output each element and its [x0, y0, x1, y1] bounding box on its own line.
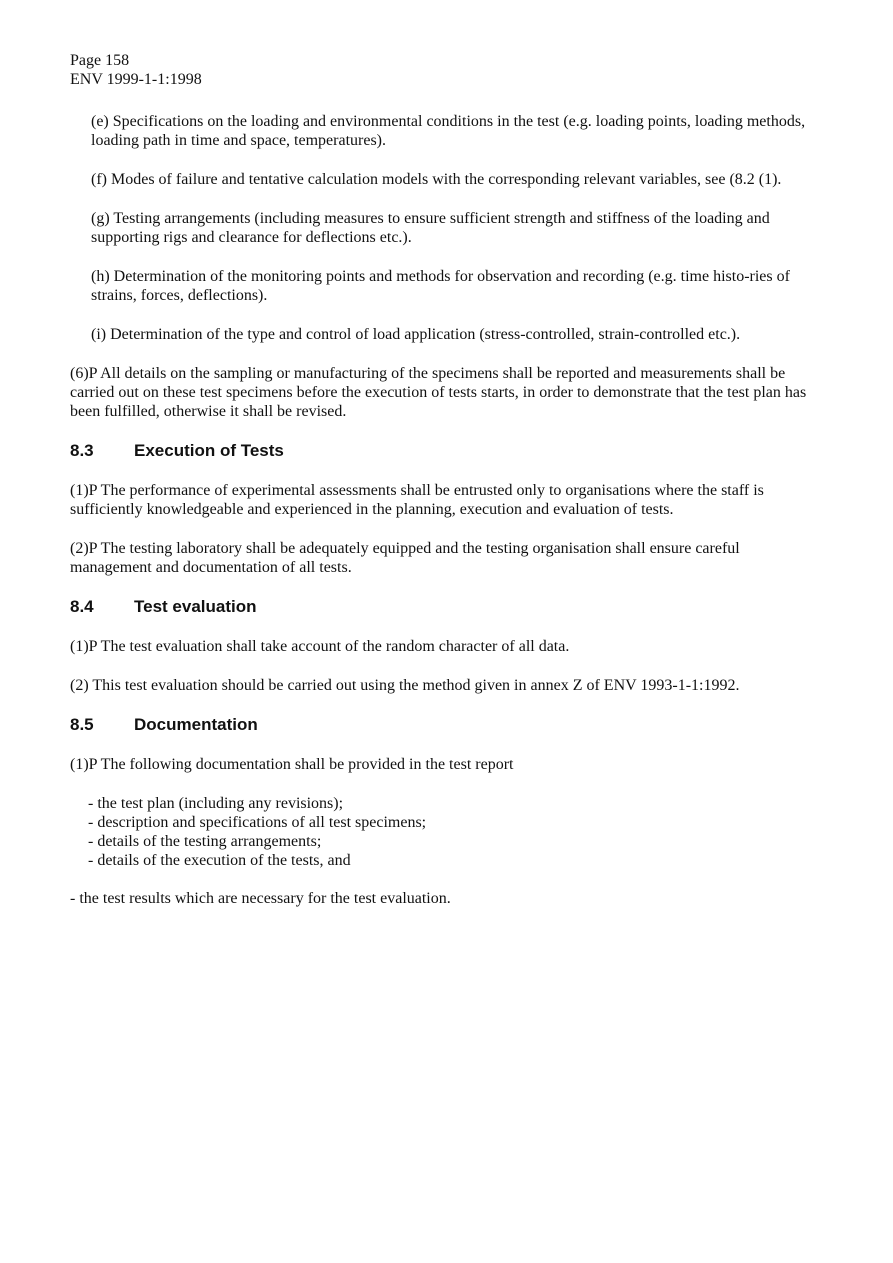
paragraph-8-4-2: (2) This test evaluation should be carried out using the method given in annex Z of ENV 1993-1-1:1992. [70, 677, 740, 694]
document-body [70, 112, 810, 908]
item-g: (g) Testing arrangements (including measures to ensure sufficient strength and stiffness of the loading and supporting rigs and clearance for deflections etc.). [91, 210, 770, 246]
item-i: (i) Determination of the type and control of load application (stress-controlled, strain-controlled etc.). [91, 326, 741, 343]
section-heading-8-5 [70, 715, 810, 735]
section-number: 8.3 [70, 441, 94, 460]
page-header [70, 51, 202, 89]
section-title: Test evaluation [134, 597, 257, 616]
item-f: (f) Modes of failure and tentative calculation models with the corresponding relevant variables, see (8.2 (1). [91, 171, 782, 188]
list-item: - the test plan (including any revisions); [88, 795, 344, 812]
section-number: 8.4 [70, 597, 94, 616]
paragraph-8-3-1p: (1)P The performance of experimental assessments shall be entrusted only to organisations where the staff is sufficiently knowledgeable and experienced in the planning, execution and evaluation of tests. [70, 482, 764, 518]
list-item: - description and specifications of all test specimens; [88, 814, 427, 831]
section-title: Documentation [134, 715, 258, 734]
paragraph-6p: (6)P All details on the sampling or manufacturing of the specimens shall be reported and measurements shall be carried out on these test specimens before the execution of tests starts, in order to demonstrate that the test plan has been fulfilled, otherwise it shall be revised. [70, 365, 807, 420]
item-e: (e) Specifications on the loading and environmental conditions in the test (e.g. loading points, loading methods, loading path in time and space, temperatures). [91, 113, 806, 149]
paragraph-test-results: - the test results which are necessary for the test evaluation. [70, 890, 451, 907]
section-heading-8-4 [70, 597, 810, 617]
section-title: Execution of Tests [134, 441, 284, 460]
list-item: - details of the testing arrangements; [88, 833, 322, 850]
documentation-list [70, 794, 810, 870]
item-h: (h) Determination of the monitoring points and methods for observation and recording (e.g. time histo-ries of strains, forces, deflections). [91, 268, 790, 304]
section-heading-8-3 [70, 441, 810, 461]
paragraph-8-4-1p: (1)P The test evaluation shall take account of the random character of all data. [70, 638, 570, 655]
page-number: Page 158 [70, 52, 130, 69]
paragraph-8-5-1p: (1)P The following documentation shall be provided in the test report [70, 756, 514, 773]
section-number: 8.5 [70, 715, 94, 734]
paragraph-8-3-2p: (2)P The testing laboratory shall be adequately equipped and the testing organisation shall ensure careful management and documentation of all tests. [70, 540, 740, 576]
standard-reference: ENV 1999-1-1:1998 [70, 71, 202, 88]
list-item: - details of the execution of the tests, and [88, 852, 351, 869]
